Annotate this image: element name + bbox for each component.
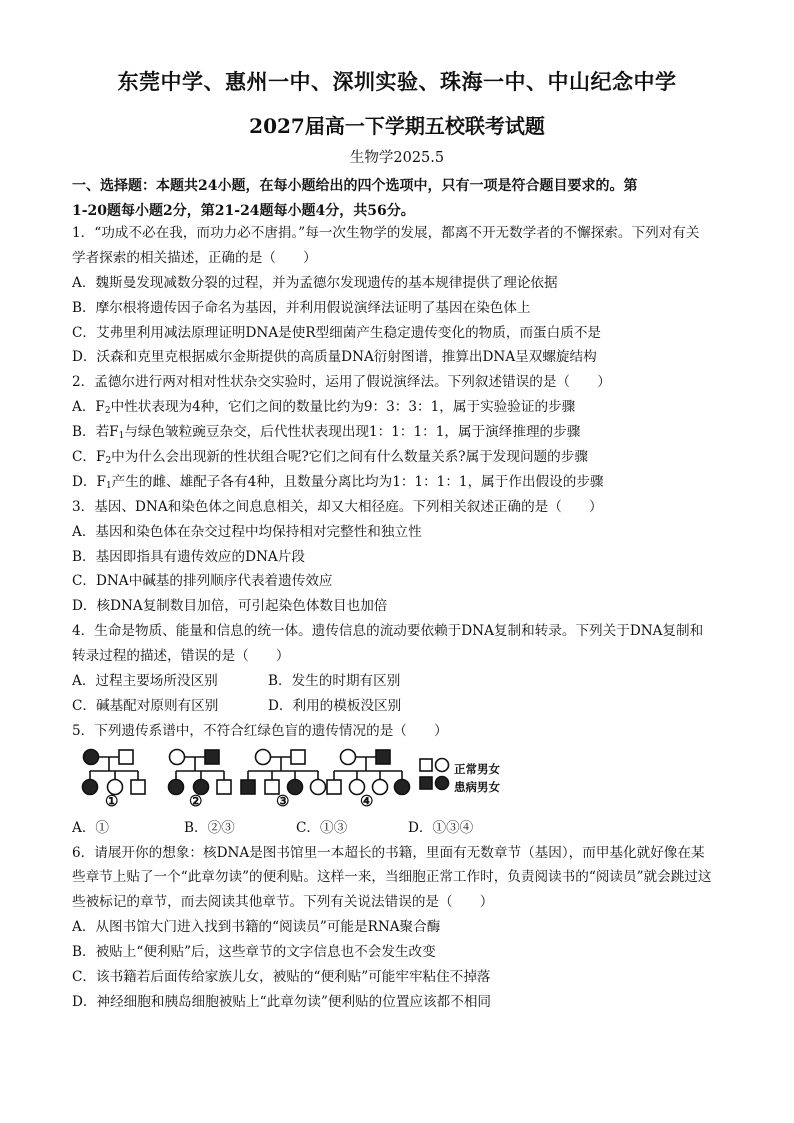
q4-stem-1: 4．生命是物质、能量和信息的统一体。遗传信息的流动要依赖于DNA复制和转录。下列关于DNA复制和 xyxy=(72,623,704,640)
subject-date: 生物学2025.5 xyxy=(349,150,445,166)
q6-option-d: D．神经细胞和胰岛细胞被贴上“此章勿读”便利贴的位置应该都不相同 xyxy=(72,993,492,1010)
pedigree-label-1: ① xyxy=(105,791,119,810)
q4-stem-2: 转录过程的描述，错误的是（ ） xyxy=(72,648,290,665)
q5-option-c: C．①③ xyxy=(296,819,348,836)
pedigree-label-2: ② xyxy=(189,791,203,810)
questions-body xyxy=(72,221,732,1015)
q4-options-cd xyxy=(72,694,732,719)
q6-option-a: A．从图书馆大门进入找到书籍的“阅读员”可能是RNA聚合酶 xyxy=(72,919,441,936)
q3-option-c: C．DNA中碱基的排列顺序代表着遗传效应 xyxy=(72,573,333,590)
legend-affected-label: 患病男女 xyxy=(454,779,500,794)
q4-option-c: C．碱基配对原则有区别 xyxy=(72,697,219,714)
section-instructions xyxy=(72,174,734,224)
q2-option-a: A．$F_2$中性状表现为4种，它们之间的数量比约为9：3：3：1，属于实验验证的步骤 xyxy=(72,399,576,417)
q5-options xyxy=(72,816,732,841)
q1-option-c: C．艾弗里利用减法原理证明DNA是使R型细菌产生稳定遗传变化的物质，而蛋白质不是 xyxy=(72,324,602,341)
q1-option-b: B．摩尔根将遗传因子命名为基因，并利用假说演绎法证明了基因在染色体上 xyxy=(72,299,531,316)
q4-option-b: B．发生的时期有区别 xyxy=(268,673,401,690)
pedigree-1 xyxy=(83,749,146,794)
q5-option-d: D．①③④ xyxy=(408,819,474,836)
q1-option-d: D．沃森和克里克根据威尔金斯提供的高质量DNA衍射图谱，推算出DNA呈双螺旋结构 xyxy=(72,349,597,366)
pedigree-label-3: ③ xyxy=(276,791,290,810)
q3-stem: 3．基因、DNA和染色体之间息息相关，却又大相径庭。下列相关叙述正确的是（ ） xyxy=(72,498,603,515)
pedigree-3 xyxy=(241,749,326,794)
pedigree-2 xyxy=(169,749,232,794)
q2-option-b: B．若$F_1$与绿色皱粒豌豆杂交，后代性状表现出现1：1：1：1，属于演绎推理的步骤 xyxy=(72,424,581,442)
q4-option-d: D．利用的模板没区别 xyxy=(268,697,402,714)
q1-option-a: A．魏斯曼发现减数分裂的过程，并为孟德尔发现遗传的基本规律提供了理论依据 xyxy=(72,274,558,291)
pedigree-label-4: ④ xyxy=(360,791,374,810)
q3-option-b: B．基因即指具有遗传效应的DNA片段 xyxy=(72,548,305,565)
school-header: 东莞中学、惠州一中、深圳实验、珠海一中、中山纪念中学 xyxy=(117,69,677,94)
q6-option-c: C．该书籍若后面传给家族儿女，被贴的“便利贴”可能牢牢粘住不掉落 xyxy=(72,969,491,986)
q3-option-d: D．核DNA复制数目加倍，可引起染色体数目也加倍 xyxy=(72,598,388,615)
q5-option-b: B．②③ xyxy=(184,819,235,836)
pedigree-figure xyxy=(72,744,732,814)
q1-stem-2: 学者探索的相关描述，正确的是（ ） xyxy=(72,249,317,266)
q4-option-a: A．过程主要场所没区别 xyxy=(72,673,218,690)
q5-option-a: A．① xyxy=(72,819,110,836)
pedigree-legend xyxy=(420,758,449,789)
q2-option-d: D．$F_1$产生的雌、雄配子各有4种，且数量分离比均为1：1：1：1，属于作出假设的步骤 xyxy=(72,473,604,491)
exam-title: 2027届高一下学期五校联考试题 xyxy=(249,114,545,138)
q2-option-c: C．$F_2$中为什么会出现新的性状组合呢?它们之间有什么数量关系?属于发现问题的步骤 xyxy=(72,449,588,467)
q6-stem-2: 些章节上贴了一个“此章勿读”的便利贴。这样一来，当细胞正常工作时，负责阅读书的“阅读员”就会跳过这 xyxy=(72,869,712,886)
pedigree-4 xyxy=(327,749,410,794)
section-line-1: 一、选择题：本题共24小题，在每小题给出的四个选项中，只有一项是符合题目要求的。第 xyxy=(72,178,638,194)
q6-stem-1: 6．请展开你的想象：核DNA是图书馆里一本超长的书籍，里面有无数章节（基因），而甲基化就好像在某 xyxy=(72,844,705,861)
q2-stem: 2．孟德尔进行两对相对性状杂交实验时，运用了假说演绎法。下列叙述错误的是（ ） xyxy=(72,374,611,391)
pedigree-diagrams xyxy=(72,744,732,814)
q6-stem-3: 些被标记的章节，而去阅读其他章节。下列有关说法错误的是（ ） xyxy=(72,894,494,911)
section-line-2: 1-20题每小题2分，第21-24题每小题4分，共56分。 xyxy=(72,203,415,219)
legend-normal-label: 正常男女 xyxy=(454,761,500,776)
q3-option-a: A．基因和染色体在杂交过程中均保持相对完整性和独立性 xyxy=(72,523,422,540)
q4-options-ab xyxy=(72,669,732,694)
q6-option-b: B．被贴上“便利贴”后，这些章节的文字信息也不会发生改变 xyxy=(72,944,436,961)
q1-stem-1: 1．“功成不必在我，而功力必不唐捐。”每一次生物学的发展，都离不开无数学者的不懈探索。下列对有关 xyxy=(72,225,700,241)
q5-stem: 5．下列遗传系谱中，不符合红绿色盲的遗传情况的是（ ） xyxy=(72,722,448,739)
